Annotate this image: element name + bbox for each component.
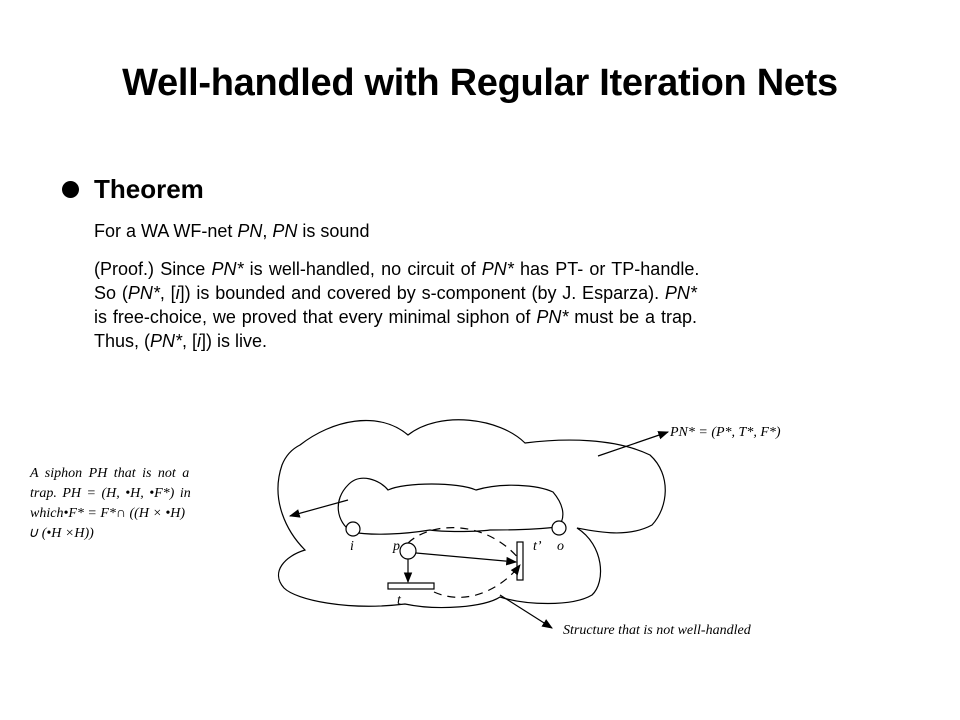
arc-p-to-t-prime [416, 553, 516, 562]
transition-t-label: t [397, 593, 401, 608]
proof-text: , [ [159, 283, 176, 303]
proof-text: (Proof.) Since [94, 259, 212, 279]
proof-term: i [197, 331, 202, 351]
pn-star-label: PN* = (P*, T*, F*) [670, 425, 781, 440]
proof-text: is free-choice, we proved that every minimal siphon of [94, 307, 537, 327]
proof-term: PN* [481, 259, 514, 279]
proof-text: , [ [182, 331, 198, 351]
handle-path-upper [408, 528, 520, 560]
siphon-note-line: which•F* = F*∩ ((H × •H) [30, 506, 186, 521]
place-p-label: p [393, 539, 400, 554]
proof-text: ]) is live. [201, 331, 268, 351]
place-i-label: i [350, 539, 354, 554]
proof-text: Thus, ( [94, 331, 151, 351]
place-o-label: o [557, 539, 564, 554]
transition-t-prime-label: t’ [533, 539, 542, 554]
place-p [400, 543, 416, 559]
proof-text: is well-handled, no circuit of [243, 259, 482, 279]
siphon-note-line: ∪ (•H ×H)) [28, 526, 94, 541]
statement-text: is sound [297, 221, 370, 241]
page-title: Well-handled with Regular Iteration Nets [122, 62, 838, 104]
structure-note: Structure that is not well-handled [563, 623, 751, 638]
pn-star-pointer [598, 432, 668, 456]
handle-path-lower [434, 565, 520, 597]
statement-pn: PN [272, 221, 298, 241]
statement-text: , [262, 221, 273, 241]
proof-text: has PT- or TP-handle. [513, 259, 700, 279]
proof-term: i [175, 283, 180, 303]
place-i [346, 522, 360, 536]
proof-term: PN* [127, 283, 160, 303]
siphon-note-line: trap. PH = (H, •H, •F*) in [30, 486, 191, 501]
pn-star-boundary [278, 420, 665, 608]
siphon-note [30, 464, 264, 544]
place-o [552, 521, 566, 535]
siphon-note-line: A siphon PH that is not a [30, 466, 190, 481]
proof-term: PN* [211, 259, 244, 279]
transition-t [388, 583, 434, 589]
theorem-heading: Theorem [94, 174, 204, 204]
proof-term: PN* [664, 283, 697, 303]
structure-pointer [500, 595, 552, 628]
proof-term: PN* [150, 331, 183, 351]
proof-term: PN* [536, 307, 569, 327]
siphon-boundary [338, 478, 563, 534]
statement-pn: PN [237, 221, 263, 241]
statement-text: For a WA WF-net [94, 221, 238, 241]
transition-t-prime [517, 542, 523, 580]
proof-text: must be a trap. [568, 307, 697, 327]
proof-text: So ( [94, 283, 128, 303]
proof-text: ]) is bounded and covered by s-component (by J. Esparza). [179, 283, 665, 303]
